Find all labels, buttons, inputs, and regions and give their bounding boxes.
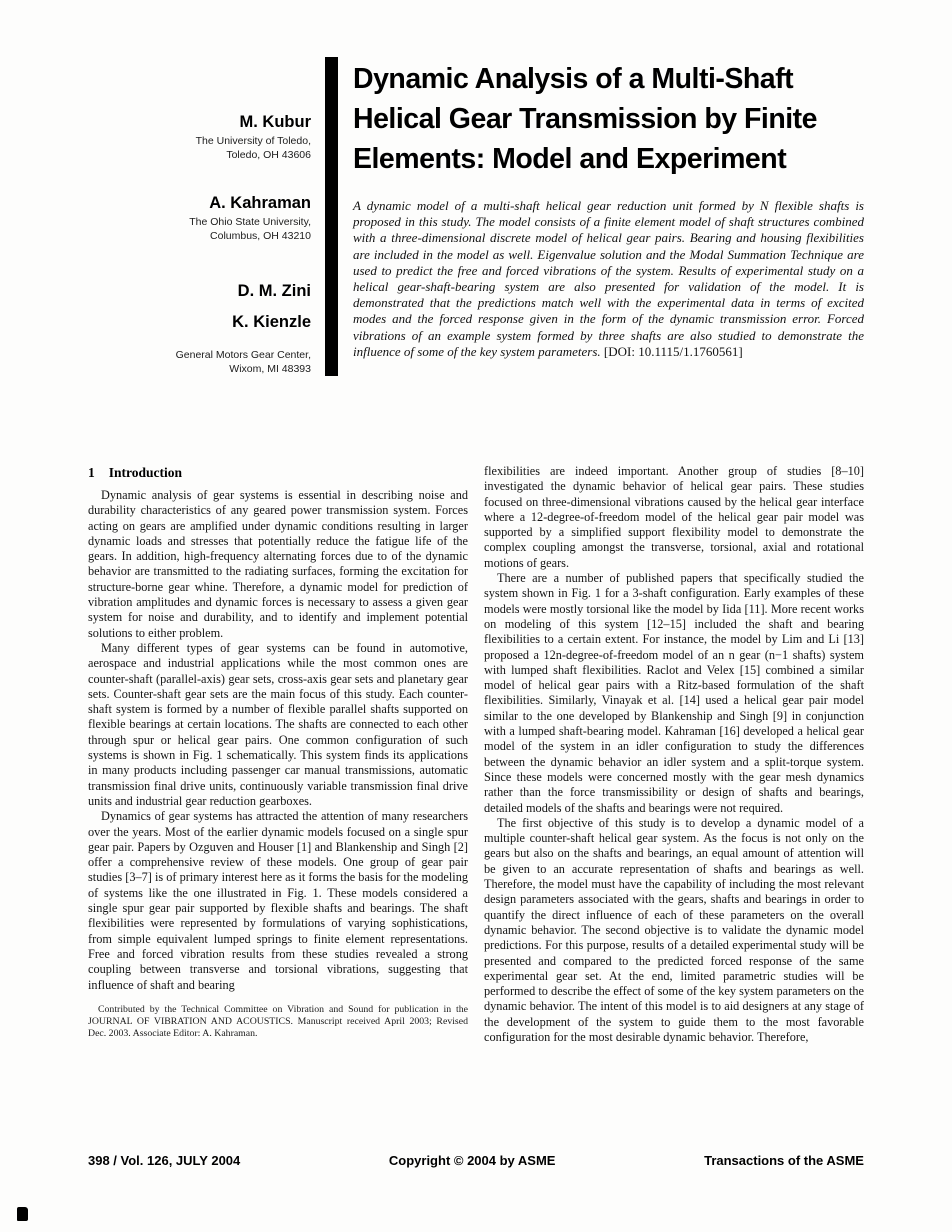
section-title: Introduction — [108, 465, 183, 480]
paper-header — [88, 57, 864, 376]
section-number: 1 — [88, 465, 95, 480]
contributed-footnote: Contributed by the Technical Committee on Vibration and Sound for publication in the JOURNAL OF VIBRATION AND ACOUSTICS. Manuscript received April 2003; Revised Dec. 2003. Associate Editor: A. Kahraman. — [88, 1003, 468, 1040]
paragraph: Many different types of gear systems can be found in automotive, aerospace and industrial applications while the most common ones are counter-shaft (parallel-axis) gear sets, cross-axis gear sets and planetary gear sets. Counter-shaft gear sets are the main focus of this study. Each counter-shaft system is formed by a number of flexible parallel shafts supported on flexible bearings at certain locations. The shafts are connected to each other through spur or helical gear pairs. One common configuration of such systems is shown in Fig. 1 schematically. This system finds its applications in many products including passenger car manual transmissions, automatic transmission final drive units, continuously variable transmission final drive units and industrial gear reduction gearboxes. — [88, 640, 468, 808]
title-divider-bar — [325, 57, 338, 376]
author-affiliation: General Motors Gear Center, — [175, 349, 311, 361]
author-affiliation: Toledo, OH 43606 — [226, 148, 311, 161]
body-columns — [88, 464, 864, 1045]
paper-title: Dynamic Analysis of a Multi-Shaft Helical Gear Transmission by Finite Elements: Model and Experiment — [353, 63, 818, 175]
footer-copyright: Copyright © 2004 by ASME — [388, 1153, 556, 1168]
section-heading — [88, 464, 468, 481]
paragraph: Dynamic analysis of gear systems is essential in describing noise and durability characteristics of any geared power transmission system. Forces acting on gears are amplified under dynamic conditions resulting in larger dynamic loads and stresses that potentially reduce the fatigue life of the gears. In addition, high-frequency alternating forces due to of the dynamic behavior are transmitted to the radiating surfaces, forming the excitation for structure-borne gear whine. Therefore, a dynamic model for prediction of vibration amplitudes and dynamic forces is necessary to assess a given gear system for noise and durability, and to identify and implement potential solutions to either problem. — [88, 488, 468, 640]
author-name: K. Kienzle — [232, 313, 311, 331]
author-affiliation: The Ohio State University, — [189, 216, 311, 228]
author-affiliation: Columbus, OH 43210 — [210, 229, 311, 242]
print-artifact-mark — [17, 1207, 28, 1221]
author-name: A. Kahraman — [209, 194, 311, 212]
left-column — [88, 464, 468, 1045]
paper-abstract — [353, 198, 864, 360]
footer-transactions: Transactions of the ASME — [704, 1153, 864, 1168]
title-column — [338, 57, 864, 376]
abstract-text: A dynamic model of a multi-shaft helical gear reduction unit formed by N flexible shafts is proposed in this study. The model consists of a finite element model of shaft structures combined with a three-dimensional discrete model of helical gear pairs. Bearing and housing flexibilities are included in the model as well. Eigenvalue solution and the Modal Summation Technique are used to predict the free and forced vibrations of the system. Results of experimental study on a helical gear-shaft-bearing system are also presented for validation of the model. It is demonstrated that the predictions match well with the experimental data in terms of excited modes and the forced response given in the form of the dynamic transmission error. Forced vibrations of an example system formed by three shafts are also studied to demonstrate the influence of some of the key system parameters. — [353, 198, 864, 359]
page-footer — [88, 1153, 864, 1168]
author-name: M. Kubur — [239, 113, 311, 131]
right-column — [484, 464, 864, 1045]
footer-page-volume: 398 / Vol. 126, JULY 2004 — [88, 1153, 241, 1168]
paragraph: There are a number of published papers that specifically studied the system shown in Fig. 1 for a 3-shaft configuration. Early examples of these models were mostly torsional like the model by Iida [11]. More recent works on modeling of this system [12–15] included the shaft and bearing flexibilities to a certain extent. For instance, the model by Lim and Li [13] proposed a 12n-degree-of-freedom model of an n gear (n−1 shafts) system with lumped shaft flexibilities. Raclot and Velex [15] combined a similar model of helical gear pairs with a Ritz-based formulation of the shaft flexibilities. Similarly, Vinayak et al. [14] used a helical gear pair model similar to the one developed by Blankenship and Singh [9] in conjunction with a lumped shaft-bearing model. Kahraman [16] developed a helical gear model of the system in an idler configuration to study the differences between the dynamic behavior an idler system and a split-torque system. Since these models were concerned mostly with the gear mesh dynamics rather than the force transmissibility or design of shafts and bearings, detailed models of the shafts and bearings were not required. — [484, 571, 864, 815]
author-affiliation: The University of Toledo, — [195, 135, 311, 147]
paragraph: The first objective of this study is to develop a dynamic model of a multiple counter-shaft helical gear system. As the focus is not only on the gears but also on the shafts and bearings, an equal amount of attention will be given to an accurate representation of shafts and bearings as well. Therefore, the model must have the capability of including the most relevant design parameters associated with the gears, shafts and bearings in order to quantify the direct influence of each of these parameters on the overall dynamic behavior. The second objective is to validate the dynamic model predictions. For this purpose, results of a detailed experimental study will be presented and compared to the predicted forced response of the same experimental gear set. At the end, limited parametric studies will be performed to describe the effect of some of the key system parameters on the dynamic behavior. The intent of this model is to aid designers at any stage of the development of the system to guide them to the most favorable configuration for the most desirable dynamic behavior. Therefore, — [484, 815, 864, 1044]
author-name: D. M. Zini — [237, 282, 311, 300]
paragraph: flexibilities are indeed important. Another group of studies [8–10] investigated the dynamic behavior of helical gear pairs. These studies focused on three-dimensional vibrations caused by the helical gear interface where a 12-degree-of-freedom model of the helical gear pair model was supported by a simplified support flexibility model to demonstrate the complex coupling amongst the transverse, torsional, axial and rotational motions of gears. — [484, 464, 864, 570]
paragraph: Dynamics of gear systems has attracted the attention of many researchers over the years. Most of the earlier dynamic models focused on a single spur gear pair. Papers by Ozguven and Houser [1] and Blankenship and Singh [2] offer a comprehensive review of these models. One group of gear pair studies [3–7] is of primary interest here as it forms the basis for the modeling of systems like the one illustrated in Fig. 1. These models considered a single spur gear pair supported by flexible shafts and bearings. The shaft flexibilities were represented by formulations of varying sophistications, from simple equivalent lumped springs to finite element representations. Free and forced vibration results from these studies revealed a strong coupling between transverse and torsional vibrations, suggesting that influence of shaft and bearing — [88, 809, 468, 992]
doi-label: [DOI: 10.1115/1.1760561] — [603, 343, 743, 359]
author-affiliation: Wixom, MI 48393 — [229, 362, 311, 375]
authors-block — [88, 57, 325, 376]
